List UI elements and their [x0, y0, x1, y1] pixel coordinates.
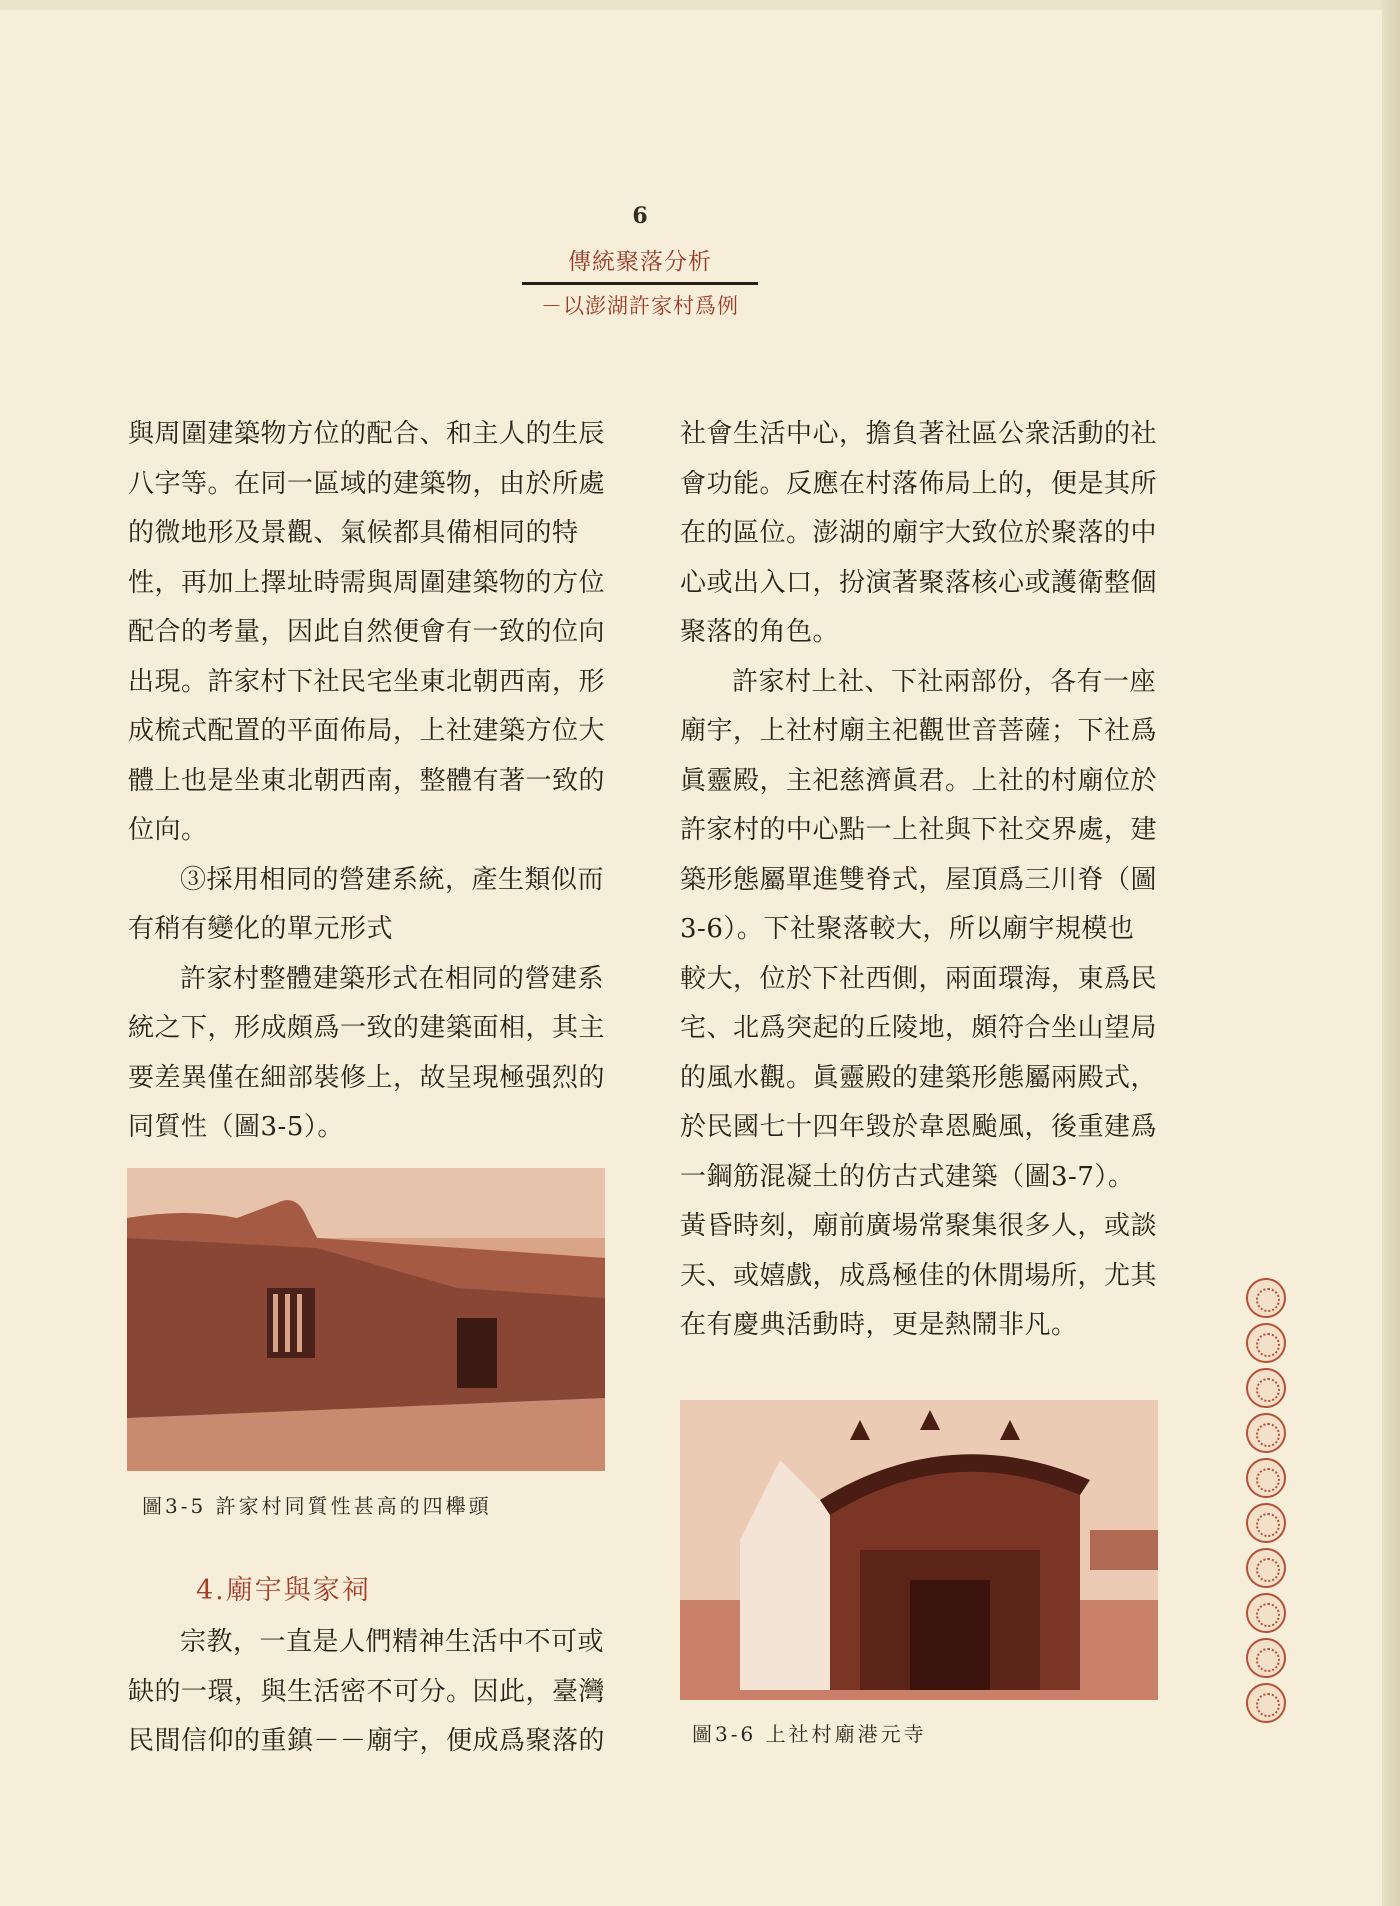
seal-ornament-icon — [1246, 1368, 1286, 1408]
page-header — [500, 203, 780, 320]
seal-ornament-icon — [1246, 1413, 1286, 1453]
seal-ornament-icon — [1246, 1683, 1286, 1723]
running-subtitle: －以澎湖許家村爲例 — [541, 294, 739, 318]
left-paragraph-3: 許家村整體建築形式在相同的營建系統之下，形成頗爲一致的建築面相，其主要差異僅在細部裝修上，故呈現極强烈的同質性（圖3-5）。 — [128, 963, 606, 1142]
figure-3-6-caption: 圖3-6 上社村廟港元寺 — [692, 1722, 927, 1746]
section-paragraph: 宗教，一直是人們精神生活中不可或缺的一環，與生活密不可分。因此，臺灣民間信仰的重鎮－－廟宇，便成爲聚落的 — [128, 1627, 606, 1756]
figure-3-5-caption: 圖3-5 許家村同質性甚高的四櫸頭 — [142, 1494, 492, 1518]
seal-ornament-icon — [1246, 1548, 1286, 1588]
seal-ornament-icon — [1246, 1323, 1286, 1363]
right-paragraph-1: 社會生活中心，擔負著社區公衆活動的社會功能。反應在村落佈局上的，便是其所在的區位。澎湖的廟宇大致位於聚落的中心或出入口，扮演著聚落核心或護衛整個聚落的角色。 — [680, 419, 1158, 647]
left-column — [128, 410, 608, 1153]
figure-3-6-photo — [680, 1400, 1158, 1700]
seal-ornament-icon — [1246, 1278, 1286, 1318]
decorative-seal-column — [1246, 1278, 1290, 1728]
right-column — [680, 410, 1160, 1351]
page-number: 6 — [632, 203, 648, 229]
left-paragraph-1: 與周圍建築物方位的配合、和主人的生辰八字等。在同一區域的建築物，由於所處的微地形及景觀、氣候都具備相同的特性，再加上擇址時需與周圍建築物的方位配合的考量，因此自然便會有一致的位向出現。許家村下社民宅坐東北朝西南，形成梳式配置的平面佈局，上社建築方位大體上也是坐東北朝西南，整體有著一致的位向。 — [128, 419, 606, 845]
right-paragraph-2: 許家村上社、下社兩部份，各有一座廟宇，上社村廟主祀觀世音菩薩；下社爲眞靈殿，主祀慈濟眞君。上社的村廟位於許家村的中心點一上社與下社交界處，建築形態屬單進雙脊式，屋頂爲三川脊（圖3-6）。下社聚落較大，所以廟宇規模也較大，位於下社西側，兩面環海，東爲民宅、北爲突起的丘陵地，頗符合坐山望局的風水觀。眞靈殿的建築形態屬兩殿式，於民國七十四年毀於韋恩颱風，後重建爲一鋼筋混凝土的仿古式建築（圖3-7）。黃昏時刻，廟前廣場常聚集很多人，或談天、或嬉戲，成爲極佳的休閒場所，尤其在有慶典活動時，更是熱鬧非凡。 — [680, 666, 1158, 1340]
figure-3-5-photo — [127, 1168, 605, 1471]
section-heading: 4.廟宇與家祠 — [196, 1575, 371, 1606]
seal-ornament-icon — [1246, 1503, 1286, 1543]
left-paragraph-2: ③採用相同的營建系統，產生類似而有稍有變化的單元形式 — [128, 864, 605, 944]
seal-ornament-icon — [1246, 1458, 1286, 1498]
paper-top-edge — [0, 0, 1400, 10]
seal-ornament-icon — [1246, 1593, 1286, 1633]
seal-ornament-icon — [1246, 1638, 1286, 1678]
section-body — [128, 1618, 608, 1767]
running-title: 傳統聚落分析 — [568, 249, 712, 275]
title-rule — [522, 282, 758, 285]
paper-right-edge — [1382, 0, 1400, 1906]
